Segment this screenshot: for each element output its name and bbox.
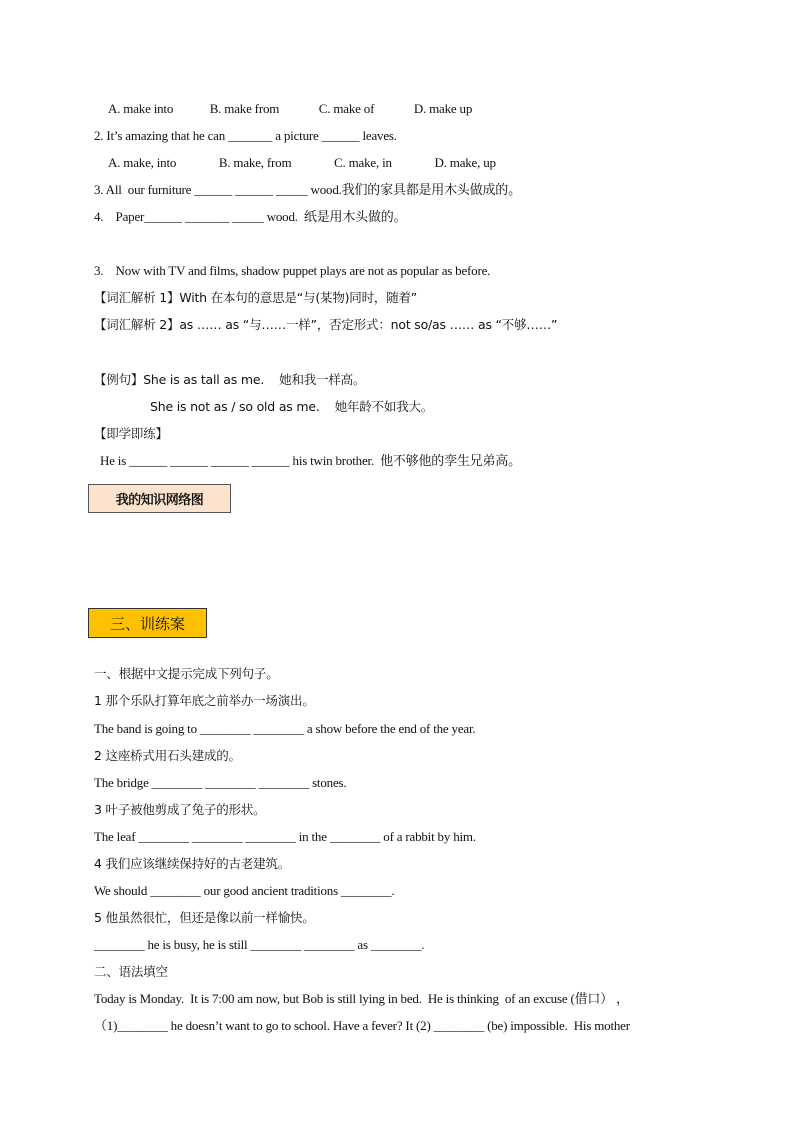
line-example-2: She is not as / so old as me. 她年龄不如我大。 xyxy=(150,399,434,414)
line-vocab-1: 【词汇解析 1】With 在本句的意思是“与(某物)同时，随着” xyxy=(94,290,418,305)
line-item3-en: The leaf ________ ________ ________ in the ________ of a rabbit by him. xyxy=(94,829,476,844)
line-part2-heading: 二、语法填空 xyxy=(94,964,168,979)
line-item2-zh: 2 这座桥式用石头建成的。 xyxy=(94,748,241,763)
line-vocab-2: 【词汇解析 2】as …… as “与……一样”，否定形式：not so/as …… as “不够……” xyxy=(94,317,558,332)
line-options-2: A. make, into B. make, from C. make, in D. make, up xyxy=(108,155,496,170)
line-passage-1: Today is Monday. It is 7:00 am now, but Bob is still lying in bed. He is thinking of an excuse (借口） ， xyxy=(94,991,629,1006)
line-item5-en: ________ he is busy, he is still ________ ________ as ________. xyxy=(94,937,425,952)
line-item4-zh: 4 我们应该继续保持好的古老建筑。 xyxy=(94,856,291,871)
knowledge-map-box xyxy=(88,484,231,513)
line-item1-zh: 1 那个乐队打算年底之前举办一场演出。 xyxy=(94,693,315,708)
line-item1-en: The band is going to ________ ________ a show before the end of the year. xyxy=(94,721,476,736)
line-question-4: 4. Paper______ _______ _____ wood. 纸是用木头做的。 xyxy=(94,209,407,224)
line-item2-en: The bridge ________ ________ ________ stones. xyxy=(94,775,347,790)
line-practice-sentence: He is ______ ______ ______ ______ his twin brother. 他不够他的孪生兄弟高。 xyxy=(100,453,521,468)
line-practice-heading: 【即学即练】 xyxy=(94,426,168,441)
training-section-label: 三、训练案 xyxy=(109,614,185,633)
line-item4-en: We should ________ our good ancient traditions ________. xyxy=(94,883,395,898)
line-part1-heading: 一、根据中文提示完成下列句子。 xyxy=(94,666,279,681)
line-question-3: 3. All our furniture ______ ______ _____ wood.我们的家具都是用木头做成的。 xyxy=(94,182,521,197)
line-item3-zh: 3 叶子被他剪成了兔子的形状。 xyxy=(94,802,266,817)
training-section-box xyxy=(88,608,207,638)
knowledge-map-label: 我的知识网络图 xyxy=(115,493,204,508)
line-item5-zh: 5 他虽然很忙，但还是像以前一样愉快。 xyxy=(94,910,315,925)
line-example-1: 【例句】She is as tall as me. 她和我一样高。 xyxy=(94,372,366,387)
line-passage-2: （1)________ he doesn’t want to go to school. Have a fever? It (2) ________ (be) impossible. His mother xyxy=(94,1018,630,1033)
line-options-1: A. make into B. make from C. make of D. make up xyxy=(108,101,473,116)
line-sentence-3: 3. Now with TV and films, shadow puppet plays are not as popular as before. xyxy=(94,263,491,278)
line-question-2: 2. It’s amazing that he can _______ a picture ______ leaves. xyxy=(94,128,397,143)
